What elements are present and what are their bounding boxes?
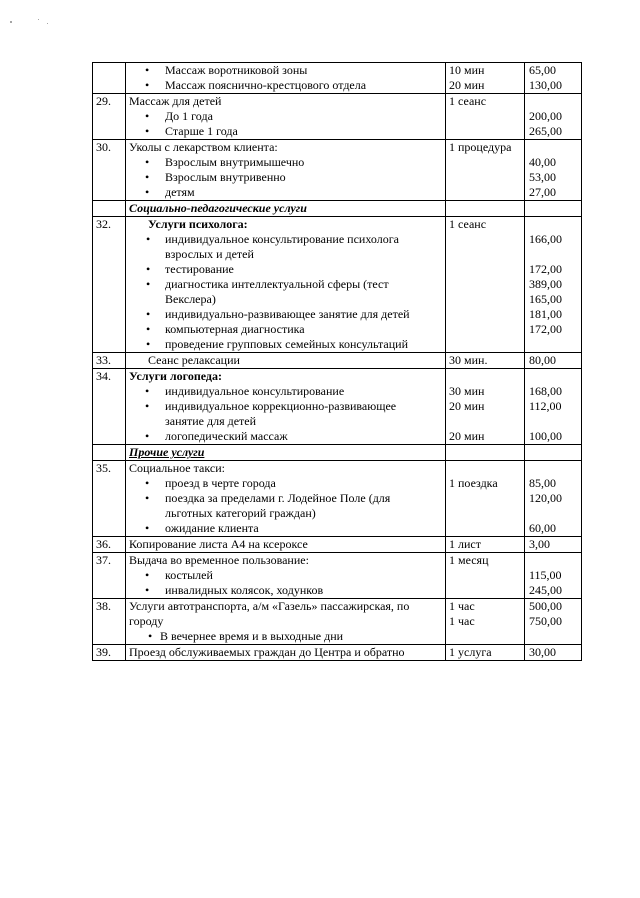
price-cell: 3,00 (529, 537, 550, 551)
table-row (93, 353, 582, 369)
service-title: Выдача во временное пользование: (129, 553, 309, 567)
price-cell: 53,00 (529, 170, 556, 184)
price-cell: 130,00 (529, 78, 562, 92)
unit-cell: 20 мин (449, 399, 485, 413)
scan-speck (47, 23, 48, 24)
row-number: 33. (96, 353, 111, 367)
unit-cell: 1 сеанс (449, 94, 487, 108)
service-item: • индивидуально-развивающее занятие для детей (126, 307, 445, 322)
row-number: 36. (96, 537, 111, 551)
service-item: • Старше 1 года (126, 124, 445, 139)
service-item: • Массаж воротниковой зоны (126, 63, 445, 78)
table-row (93, 461, 582, 537)
service-title: Услуги логопеда: (129, 369, 222, 383)
price-cell: 27,00 (529, 185, 556, 199)
service-item-continuation: занятие для детей (165, 414, 257, 428)
service-item: • ожидание клиента (126, 521, 445, 536)
service-item: • диагностика интеллектуальной сферы (тест (126, 277, 445, 292)
row-number: 35. (96, 461, 111, 475)
row-number: 37. (96, 553, 111, 567)
service-title: Копирование листа А4 на ксерoксе (129, 537, 308, 551)
unit-cell: 1 поездка (449, 476, 498, 490)
service-item: • Массаж пояснично-крестцового отдела (126, 78, 445, 93)
row-number: 29. (96, 94, 111, 108)
section-row (93, 445, 582, 461)
price-cell: 172,00 (529, 322, 562, 336)
unit-cell: 30 мин. (449, 353, 488, 367)
table-row (93, 537, 582, 553)
price-cell: 265,00 (529, 124, 562, 138)
scan-speck (38, 19, 39, 20)
price-cell: 115,00 (529, 568, 562, 582)
unit-cell: 1 час (449, 599, 475, 613)
price-cell: 181,00 (529, 307, 562, 321)
service-item: • тестирование (126, 262, 445, 277)
table-row (93, 369, 582, 445)
service-item-continuation: Векслера) (165, 292, 216, 306)
service-item: • Взрослым внутривенно (126, 170, 445, 185)
service-item: • логопедический массаж (126, 429, 445, 444)
price-cell: 30,00 (529, 645, 556, 659)
unit-cell: 1 лист (449, 537, 481, 551)
service-item: • Взрослым внутримышечно (126, 155, 445, 170)
table-row (93, 94, 582, 140)
service-item: • проезд в черте города (126, 476, 445, 491)
service-item: • поездка за пределами г. Лодейное Поле (для (126, 491, 445, 506)
price-cell: 245,00 (529, 583, 562, 597)
unit-cell: 1 месяц (449, 553, 489, 567)
service-title: Проезд обслуживаемых граждан до Центра и обратно (129, 645, 405, 659)
price-cell: 80,00 (529, 353, 556, 367)
row-number: 32. (96, 217, 111, 231)
scan-speck (10, 21, 12, 23)
table-row (93, 553, 582, 599)
price-cell: 166,00 (529, 232, 562, 246)
service-item: • До 1 года (126, 109, 445, 124)
price-cell: 112,00 (529, 399, 562, 413)
table-row (93, 599, 582, 645)
price-cell: 168,00 (529, 384, 562, 398)
unit-cell: 1 услуга (449, 645, 492, 659)
table-row (93, 217, 582, 353)
unit-cell: 20 мин (449, 429, 485, 443)
row-number: 39. (96, 645, 111, 659)
price-cell: 85,00 (529, 476, 556, 490)
service-item: • индивидуальное коррекционно-развивающее (126, 399, 445, 414)
unit-cell: 1 сеанс (449, 217, 487, 231)
price-cell: 165,00 (529, 292, 562, 306)
service-title: Услуги психолога: (148, 217, 248, 231)
services-price-table (92, 62, 582, 661)
service-item: • детям (126, 185, 445, 200)
service-item: • индивидуальное консультирование (126, 384, 445, 399)
price-cell: 750,00 (529, 614, 562, 628)
unit-cell: 30 мин (449, 384, 485, 398)
price-cell: 40,00 (529, 155, 556, 169)
service-item: • инвалидных колясок, ходунков (126, 583, 445, 598)
unit-cell: 10 мин (449, 63, 485, 77)
service-item-continuation: льготных категорий граждан) (165, 506, 316, 520)
price-cell: 65,00 (529, 63, 556, 77)
price-cell: 389,00 (529, 277, 562, 291)
service-title: Услуги автотранспорта, а/м «Газель» пассажирская, по (129, 599, 410, 613)
price-cell: 200,00 (529, 109, 562, 123)
table-row (93, 140, 582, 201)
service-title: Массаж для детей (129, 94, 222, 108)
service-title: Уколы с лекарством клиента: (129, 140, 278, 154)
service-title-continuation: городу (129, 614, 164, 628)
price-cell: 100,00 (529, 429, 562, 443)
service-item: • проведение групповых семейных консультаций (126, 337, 445, 352)
price-cell: 60,00 (529, 521, 556, 535)
service-item: • компьютерная диагностика (126, 322, 445, 337)
section-heading: Социально-педагогические услуги (129, 201, 307, 215)
row-number: 34. (96, 369, 111, 383)
price-cell: 172,00 (529, 262, 562, 276)
row-number: 30. (96, 140, 111, 154)
price-cell: 120,00 (529, 491, 562, 505)
unit-cell: 20 мин (449, 78, 485, 92)
service-item: • В вечернее время и в выходные дни (126, 629, 445, 644)
service-item-continuation: взрослых и детей (165, 247, 254, 261)
section-row (93, 201, 582, 217)
price-cell: 500,00 (529, 599, 562, 613)
section-heading: Прочие услуги (129, 445, 205, 459)
service-title: Социальное такси: (129, 461, 225, 475)
table-row (93, 645, 582, 661)
unit-cell: 1 час (449, 614, 475, 628)
service-title: Сеанс релаксации (148, 353, 240, 367)
unit-cell: 1 процедура (449, 140, 512, 154)
row-number: 38. (96, 599, 111, 613)
service-item: • костылей (126, 568, 445, 583)
service-item: • индивидуальное консультирование психолога (126, 232, 445, 247)
table-row (93, 63, 582, 94)
